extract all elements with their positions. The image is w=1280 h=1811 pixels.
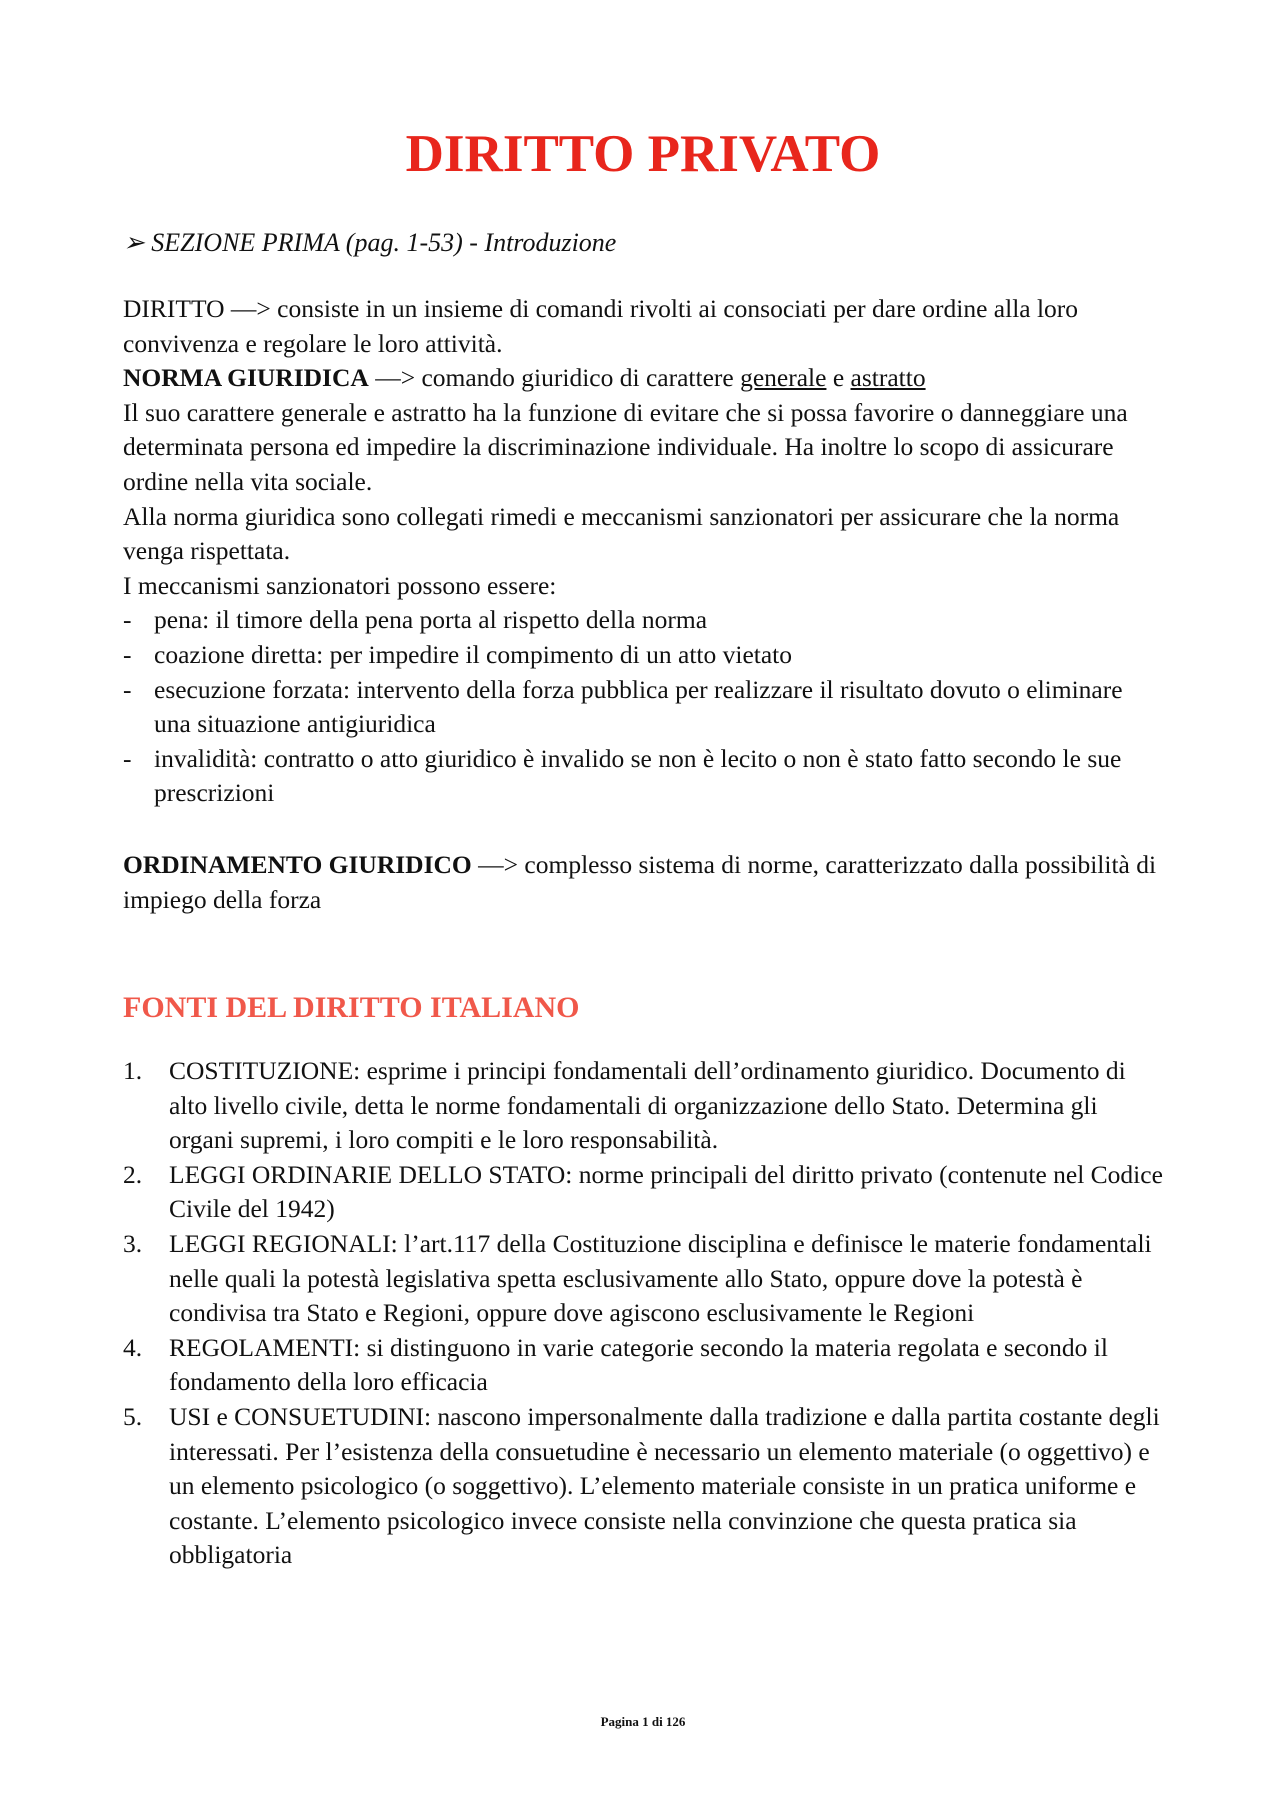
page-footer: Pagina 1 di 126	[600, 1714, 686, 1729]
section-label	[123, 226, 616, 260]
paragraph: I meccanismi sanzionatori possono essere:	[123, 570, 557, 600]
arrow-bullet-icon: ➢	[123, 228, 145, 257]
list-item: 5. USI e CONSUETUDINI: nascono impersonalmente dalla tradizione e dalla partita costante degli interessati. Per l’esistenza della consuetudine è necessario un elemento materiale (o oggettivo) e un elemento psicologico (o soggettivo). L’elemento materiale consiste in un pratica uniforme e costante. L’elemento psicologico invece consiste nella convinzione che questa pratica sia obbligatoria	[123, 1401, 1160, 1570]
intro-block	[123, 292, 1163, 811]
list-item: - coazione diretta: per impedire il compimento di un atto vietato	[123, 638, 1163, 673]
section-text: SEZIONE PRIMA (pag. 1-53) - Introduzione	[151, 228, 617, 257]
list-item: 3. LEGGI REGIONALI: l’art.117 della Costituzione disciplina e definisce le materie fondamentali nelle quali la potestà legislativa spetta esclusivamente allo Stato, oppure dove la potestà è condivisa tra Stato e Regioni, oppure dove agiscono esclusivamente le Regioni	[123, 1228, 1152, 1328]
fonti-heading: FONTI DEL DIRITTO ITALIANO	[123, 991, 580, 1024]
fonti-list	[123, 1054, 1163, 1573]
list-item: - invalidità: contratto o atto giuridico è invalido se non è lecito o non è stato fatto secondo le sue prescrizioni	[123, 742, 1163, 811]
list-item: - esecuzione forzata: intervento della forza pubblica per realizzare il risultato dovuto o eliminare una situazione antigiuridica	[123, 673, 1163, 742]
list-item: 1. COSTITUZIONE: esprime i principi fondamentali dell’ordinamento giuridico. Documento di alto livello civile, detta le norme fondamentali di organizzazione dello Stato. Determina gli organi supremi, i loro compiti e le loro responsabilità.	[123, 1056, 1126, 1155]
paragraph: Il suo carattere generale e astratto ha la funzione di evitare che si possa favorire o danneggiare una determinata persona ed impedire la discriminazione individuale. Ha inoltre lo scopo di assicurare ordine nella vita sociale.	[123, 397, 1128, 496]
fonti-block	[123, 1054, 1163, 1573]
definition-ordinamento: ORDINAMENTO GIURIDICO —> complesso sistema di norme, caratterizzato dalla possibilità di impiego della forza	[123, 850, 1157, 914]
page-title: DIRITTO PRIVATO	[405, 125, 881, 183]
definition-diritto: DIRITTO —> consiste in un insieme di comandi rivolti ai consociati per dare ordine alla loro convivenza e regolare le loro attività.	[123, 294, 1079, 358]
definition-norma-giuridica: NORMA GIURIDICA —> comando giuridico di carattere generale e astratto	[123, 363, 926, 393]
list-item: - pena: il timore della pena porta al rispetto della norma	[123, 603, 1163, 638]
paragraph: Alla norma giuridica sono collegati rimedi e meccanismi sanzionatori per assicurare che la norma venga rispettata.	[123, 501, 1120, 566]
list-item: 4. REGOLAMENTI: si distinguono in varie categorie secondo la materia regolata e secondo il fondamento della loro efficacia	[123, 1332, 1108, 1397]
list-item: 2. LEGGI ORDINARIE DELLO STATO: norme principali del diritto privato (contenute nel Codice Civile del 1942)	[123, 1159, 1163, 1224]
sanzioni-list	[123, 603, 1163, 811]
